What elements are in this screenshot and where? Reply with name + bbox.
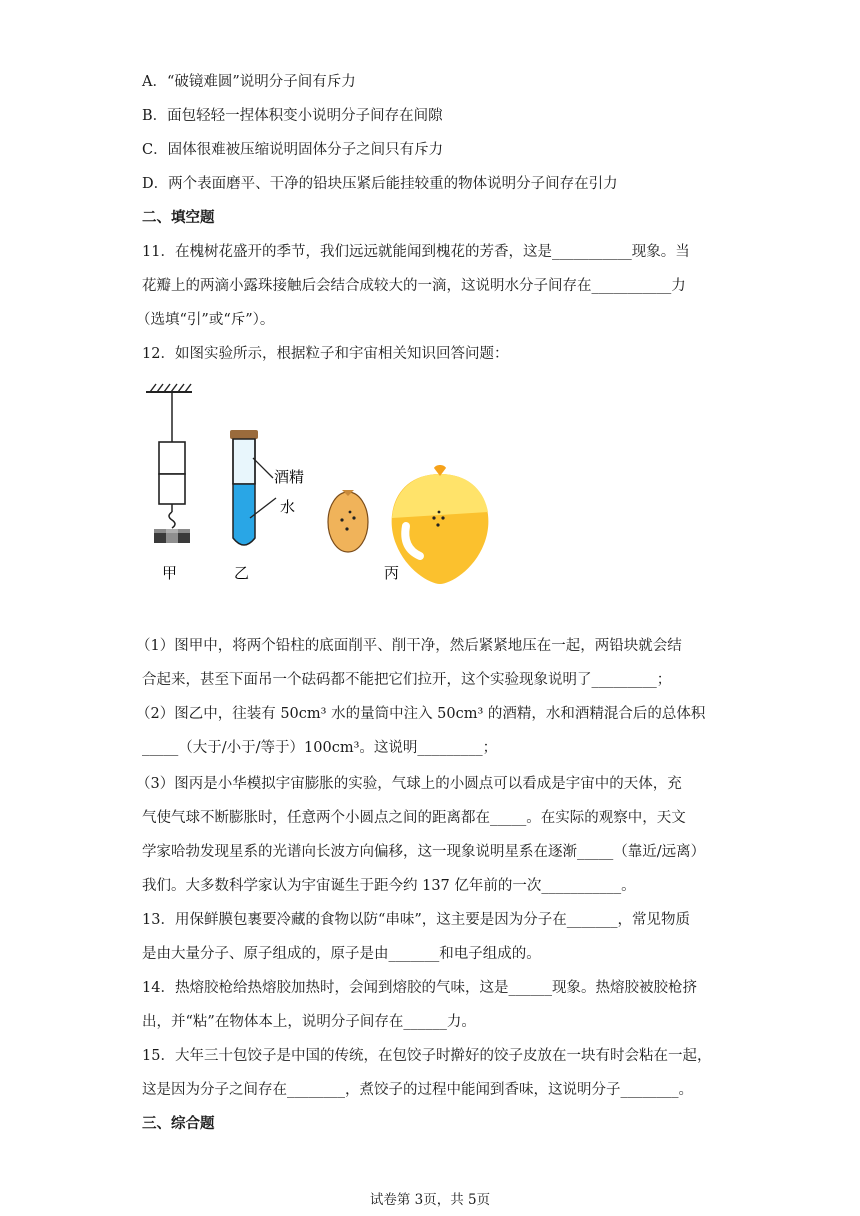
test-tube-yi [230,430,276,545]
question-line: 15．大年三十包饺子是中国的传统，在包饺子时擀好的饺子皮放在一块有时会粘在一起， [142,1048,712,1064]
question-line: 14．热熔胶枪给热熔胶加热时，会闻到熔胶的气味，这是______现象。热熔胶被胶枪挤 [142,980,697,996]
question-line: （2）图乙中，往装有 50cm³ 水的量筒中注入 50cm³ 的酒精，水和酒精混合后的总体积 [136,706,706,722]
question-line: 13．用保鲜膜包裹要冷藏的食物以防“串味”，这主要是因为分子在_______，常见物质 [142,912,691,928]
section-heading: 三、综合题 [142,1115,215,1132]
question-line: 我们。大多数科学家认为宇宙诞生于距今约 137 亿年前的一次___________。 [142,878,636,894]
question-line: 11．在槐树花盛开的季节，我们远远就能闻到槐花的芳香，这是___________现象。当 [142,244,690,260]
question-line: _____（大于/小于/等于）100cm³。这说明_________； [142,740,498,756]
question-line: 出，并“粘”在物体本上，说明分子间存在______力。 [142,1014,476,1030]
question-line: （3）图丙是小华模拟宇宙膨胀的实验，气球上的小圆点可以看成是宇宙中的天体，充 [136,776,682,792]
question-line: A．“破镜难圆”说明分子间有斥力 [142,74,356,90]
question-line: 是由大量分子、原子组成的，原子是由_______和电子组成的。 [142,946,541,962]
page-footer: 试卷第 3页，共 5页 [369,1192,491,1208]
large-balloon [392,465,489,584]
question-line: D．两个表面磨平、干净的铅块压紧后能挂较重的物体说明分子间存在引力 [142,176,618,192]
question-line: B．面包轻轻一捏体积变小说明分子间存在间隙 [142,108,443,124]
question-line: 气使气球不断膨胀时，任意两个小圆点之间的距离都在_____。在实际的观察中，天文 [142,810,686,826]
question-line: C．固体很难被压缩说明固体分子之间只有斥力 [142,142,444,158]
question-line: 学家哈勃发现星系的光谱向长波方向偏移，这一现象说明星系在逐渐_____（靠近/远离） [142,844,706,860]
question-line: 这是因为分子之间存在________，煮饺子的过程中能闻到香味，这说明分子________。 [142,1082,693,1098]
question-line: （1）图甲中，将两个铅柱的底面削平、削干净，然后紧紧地压在一起，两铅块就会结 [136,638,682,654]
label-alcohol: 酒精 [274,468,305,486]
label-bing: 丙 [384,564,400,582]
label-water: 水 [280,498,296,516]
question-line: （选填“引”或“斥”）。 [136,312,275,328]
section-heading: 二、填空题 [142,209,215,226]
experiment-figure [140,378,500,588]
small-balloon [328,490,368,552]
label-jia: 甲 [162,564,178,582]
label-yi: 乙 [234,564,250,582]
question-line: 合起来，甚至下面吊一个砝码都不能把它们拉开，这个实验现象说明了_________； [142,672,672,688]
apparatus-jia [146,384,192,543]
question-line: 花瓣上的两滴小露珠接触后会结合成较大的一滴，这说明水分子间存在___________力 [142,278,686,294]
question-line: 12．如图实验所示，根据粒子和宇宙相关知识回答问题： [142,346,509,362]
